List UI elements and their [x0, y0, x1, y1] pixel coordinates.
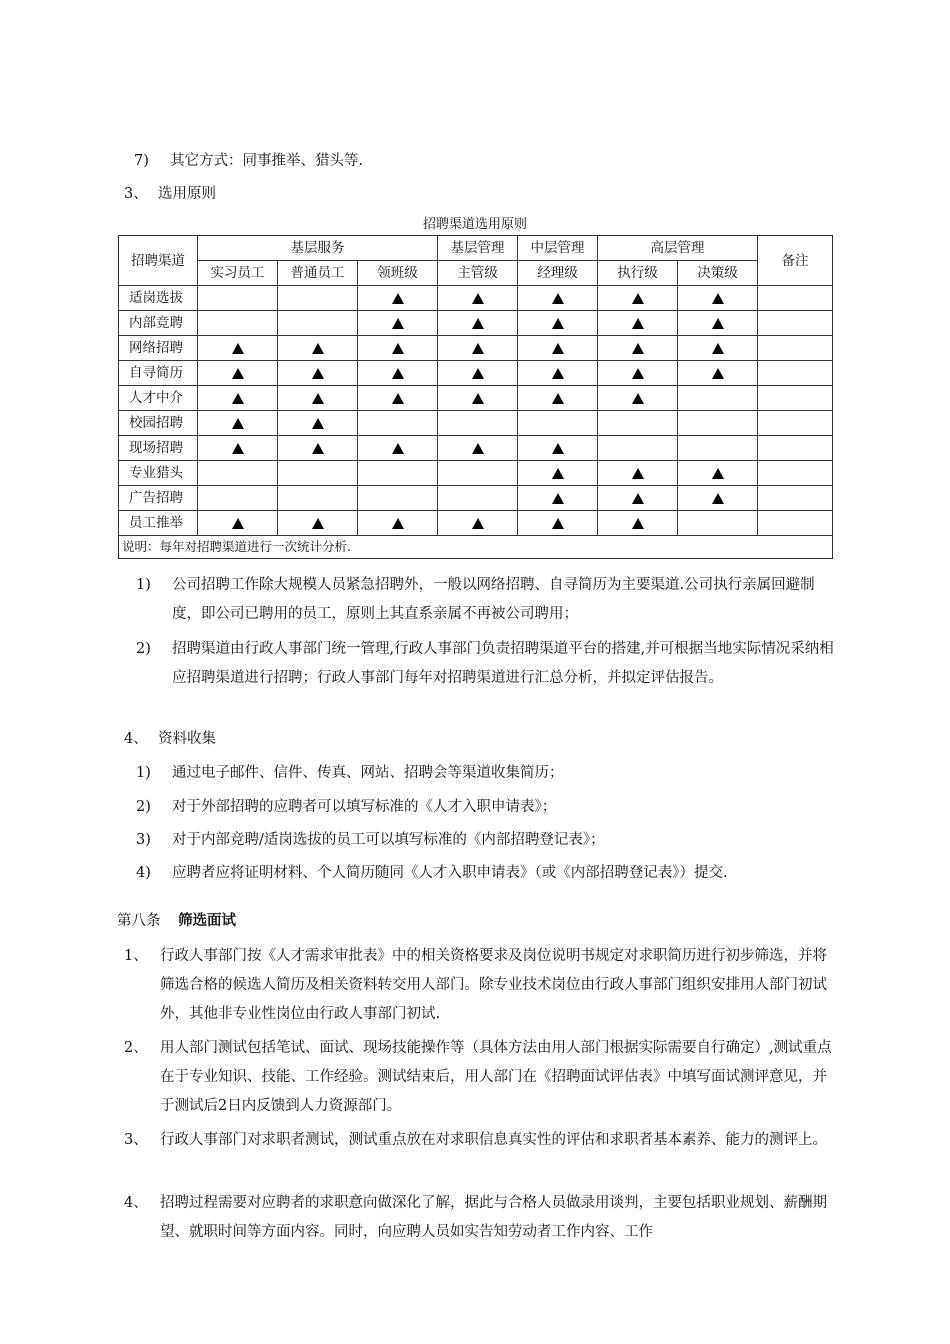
mark-cell — [678, 436, 758, 461]
triangle-mark-icon — [552, 518, 564, 529]
note-cell — [758, 461, 833, 486]
mark-cell — [358, 436, 438, 461]
table-footnote: 说明：每年对招聘渠道进行一次统计分析. — [119, 536, 833, 559]
triangle-mark-icon — [392, 293, 404, 304]
mark-cell — [198, 461, 278, 486]
mark-cell — [278, 286, 358, 311]
item-text: 公司招聘工作除大规模人员紧急招聘外，一般以网络招聘、自寻简历为主要渠道.公司执行亲属回避制度，即公司已聘用的员工，原则上其直系亲属不再被公司聘用； — [172, 577, 815, 622]
mark-cell — [438, 461, 518, 486]
triangle-mark-icon — [552, 318, 564, 329]
triangle-mark-icon — [712, 493, 724, 504]
mark-cell — [358, 336, 438, 361]
section-title: 资料收集 — [158, 731, 216, 747]
level-header: 领班级 — [358, 261, 438, 286]
triangle-mark-icon — [232, 343, 244, 354]
item-number: 4、 — [124, 1195, 148, 1211]
mark-cell — [598, 286, 678, 311]
mark-cell — [278, 336, 358, 361]
triangle-mark-icon — [392, 318, 404, 329]
item-number: 3) — [136, 832, 151, 848]
section-number: 3、 — [124, 186, 148, 202]
mark-cell — [518, 411, 598, 436]
mark-cell — [518, 436, 598, 461]
mark-cell — [518, 486, 598, 511]
triangle-mark-icon — [392, 518, 404, 529]
mark-cell — [678, 336, 758, 361]
triangle-mark-icon — [712, 468, 724, 479]
mark-cell — [678, 361, 758, 386]
triangle-mark-icon — [472, 343, 484, 354]
mark-cell — [518, 461, 598, 486]
triangle-mark-icon — [312, 343, 324, 354]
mark-cell — [678, 486, 758, 511]
triangle-mark-icon — [552, 443, 564, 454]
mark-cell — [678, 386, 758, 411]
header-channel: 招聘渠道 — [119, 236, 198, 286]
table-row — [119, 436, 833, 461]
triangle-mark-icon — [392, 393, 404, 404]
triangle-mark-icon — [472, 393, 484, 404]
triangle-mark-icon — [232, 393, 244, 404]
row-label: 网络招聘 — [119, 336, 198, 361]
mark-cell — [438, 436, 518, 461]
item-number: 7) — [134, 153, 149, 169]
item-number: 1) — [136, 765, 151, 781]
mark-cell — [438, 286, 518, 311]
row-label: 人才中介 — [119, 386, 198, 411]
row-label: 现场招聘 — [119, 436, 198, 461]
mark-cell — [518, 386, 598, 411]
item-text: 其它方式：同事推举、猎头等. — [170, 153, 364, 169]
mark-cell — [278, 436, 358, 461]
mark-cell — [198, 386, 278, 411]
item-text: 招聘过程需要对应聘者的求职意向做深化了解，据此与合格人员做录用谈判，主要包括职业规划、薪酬期望、就职时间等方面内容。同时，向应聘人员如实告知劳动者工作内容、工作 — [160, 1195, 827, 1240]
triangle-mark-icon — [472, 318, 484, 329]
mark-cell — [198, 411, 278, 436]
note-cell — [758, 386, 833, 411]
mark-cell — [438, 511, 518, 536]
triangle-mark-icon — [312, 368, 324, 379]
mark-cell — [358, 511, 438, 536]
triangle-mark-icon — [552, 293, 564, 304]
article-label: 第八条 — [117, 913, 161, 929]
item-text: 行政人事部门按《人才需求审批表》中的相关资格要求及岗位说明书规定对求职简历进行初步筛选，并将筛选合格的候选人简历及相关资料转交用人部门。除专业技术岗位由行政人事部门组织安排用人部门初试外，其他非专业性岗位由行政人事部门初试. — [160, 948, 827, 1022]
triangle-mark-icon — [312, 518, 324, 529]
mark-cell — [678, 411, 758, 436]
mark-cell — [358, 286, 438, 311]
mark-cell — [198, 511, 278, 536]
item-text: 招聘渠道由行政人事部门统一管理,行政人事部门负责招聘渠道平台的搭建,并可根据当地实际情况采纳相应招聘渠道进行招聘；行政人事部门每年对招聘渠道进行汇总分析，并拟定评估报告。 — [172, 641, 834, 686]
mark-cell — [278, 511, 358, 536]
mark-cell — [278, 386, 358, 411]
item-number: 1) — [136, 577, 151, 593]
mark-cell — [518, 311, 598, 336]
item-number: 4) — [136, 865, 151, 881]
mark-cell — [598, 436, 678, 461]
triangle-mark-icon — [552, 493, 564, 504]
mark-cell — [358, 486, 438, 511]
mark-cell — [198, 361, 278, 386]
triangle-mark-icon — [312, 443, 324, 454]
mark-cell — [518, 286, 598, 311]
table-row — [119, 461, 833, 486]
level-header: 实习员工 — [198, 261, 278, 286]
triangle-mark-icon — [232, 418, 244, 429]
section-title: 选用原则 — [158, 186, 216, 202]
mark-cell — [678, 461, 758, 486]
mark-cell — [198, 436, 278, 461]
mark-cell — [198, 286, 278, 311]
row-label: 自寻简历 — [119, 361, 198, 386]
mark-cell — [518, 511, 598, 536]
mark-cell — [598, 511, 678, 536]
mark-cell — [358, 311, 438, 336]
item-number: 3、 — [124, 1132, 148, 1148]
triangle-mark-icon — [312, 393, 324, 404]
mark-cell — [438, 336, 518, 361]
mark-cell — [598, 461, 678, 486]
note-cell — [758, 486, 833, 511]
triangle-mark-icon — [712, 318, 724, 329]
triangle-mark-icon — [552, 393, 564, 404]
triangle-mark-icon — [392, 368, 404, 379]
mark-cell — [198, 336, 278, 361]
triangle-mark-icon — [232, 443, 244, 454]
mark-cell — [278, 411, 358, 436]
mark-cell — [518, 361, 598, 386]
table-row — [119, 511, 833, 536]
table-row — [119, 386, 833, 411]
triangle-mark-icon — [232, 368, 244, 379]
triangle-mark-icon — [552, 368, 564, 379]
item-text: 行政人事部门对求职者测试，测试重点放在对求职信息真实性的评估和求职者基本素养、能力的测评上。 — [160, 1132, 827, 1148]
item-number: 2) — [136, 799, 151, 815]
triangle-mark-icon — [472, 368, 484, 379]
level-header: 执行级 — [598, 261, 678, 286]
mark-cell — [598, 411, 678, 436]
table-caption: 招聘渠道选用原则 — [422, 217, 527, 232]
triangle-mark-icon — [712, 368, 724, 379]
mark-cell — [278, 361, 358, 386]
triangle-mark-icon — [552, 468, 564, 479]
triangle-mark-icon — [632, 493, 644, 504]
triangle-mark-icon — [392, 343, 404, 354]
triangle-mark-icon — [712, 293, 724, 304]
group-header: 基层管理 — [438, 236, 518, 261]
mark-cell — [198, 311, 278, 336]
note-cell — [758, 411, 833, 436]
triangle-mark-icon — [312, 418, 324, 429]
item-text: 应聘者应将证明材料、个人简历随同《人才入职申请表》（或《内部招聘登记表》）提交. — [172, 865, 728, 881]
row-label: 员工推举 — [119, 511, 198, 536]
section-number: 4、 — [124, 731, 148, 747]
group-header: 中层管理 — [518, 236, 598, 261]
row-label: 专业猎头 — [119, 461, 198, 486]
mark-cell — [678, 511, 758, 536]
note-cell — [758, 511, 833, 536]
row-label: 广告招聘 — [119, 486, 198, 511]
mark-cell — [518, 336, 598, 361]
table-row — [119, 361, 833, 386]
mark-cell — [278, 461, 358, 486]
item-text: 对于外部招聘的应聘者可以填写标准的《人才入职申请表》； — [172, 799, 557, 815]
triangle-mark-icon — [632, 318, 644, 329]
mark-cell — [598, 361, 678, 386]
mark-cell — [598, 486, 678, 511]
triangle-mark-icon — [472, 518, 484, 529]
note-cell — [758, 286, 833, 311]
triangle-mark-icon — [632, 343, 644, 354]
mark-cell — [678, 311, 758, 336]
triangle-mark-icon — [632, 468, 644, 479]
triangle-mark-icon — [472, 293, 484, 304]
group-header: 高层管理 — [598, 236, 758, 261]
table-row — [119, 486, 833, 511]
item-text: 用人部门测试包括笔试、面试、现场技能操作等（具体方法由用人部门根据实际需要自行确定）,测试重点在于专业知识、技能、工作经验。测试结束后，用人部门在《招聘面试评估表》中填写面试测评意见，并于测试后2日内反馈到人力资源部门。 — [160, 1040, 832, 1114]
mark-cell — [358, 361, 438, 386]
group-header: 基层服务 — [198, 236, 438, 261]
mark-cell — [598, 311, 678, 336]
mark-cell — [198, 486, 278, 511]
mark-cell — [358, 411, 438, 436]
triangle-mark-icon — [232, 518, 244, 529]
mark-cell — [598, 336, 678, 361]
table-row — [119, 336, 833, 361]
level-header: 经理级 — [518, 261, 598, 286]
mark-cell — [438, 486, 518, 511]
row-label: 校园招聘 — [119, 411, 198, 436]
item-number: 1、 — [124, 948, 148, 964]
article-title: 筛选面试 — [178, 912, 236, 929]
channel-table — [118, 235, 833, 559]
row-label: 适岗选拔 — [119, 286, 198, 311]
mark-cell — [678, 286, 758, 311]
table-row — [119, 311, 833, 336]
table-footnote-row — [119, 536, 833, 559]
item-text: 通过电子邮件、信件、传真、网站、招聘会等渠道收集简历； — [172, 765, 564, 781]
item-text: 对于内部竞聘/适岗选拔的员工可以填写标准的《内部招聘登记表》； — [172, 832, 605, 848]
mark-cell — [278, 311, 358, 336]
table-row — [119, 286, 833, 311]
level-header: 主管级 — [438, 261, 518, 286]
mark-cell — [438, 386, 518, 411]
note-cell — [758, 361, 833, 386]
triangle-mark-icon — [552, 343, 564, 354]
mark-cell — [358, 461, 438, 486]
triangle-mark-icon — [472, 443, 484, 454]
table-row — [119, 411, 833, 436]
note-cell — [758, 336, 833, 361]
triangle-mark-icon — [632, 368, 644, 379]
mark-cell — [598, 386, 678, 411]
mark-cell — [438, 311, 518, 336]
triangle-mark-icon — [392, 443, 404, 454]
note-cell — [758, 311, 833, 336]
item-number: 2) — [136, 641, 151, 657]
triangle-mark-icon — [632, 393, 644, 404]
triangle-mark-icon — [632, 518, 644, 529]
note-cell — [758, 436, 833, 461]
item-number: 2、 — [124, 1040, 148, 1056]
triangle-mark-icon — [632, 293, 644, 304]
row-label: 内部竞聘 — [119, 311, 198, 336]
header-note: 备注 — [758, 236, 833, 286]
mark-cell — [358, 386, 438, 411]
level-header: 普通员工 — [278, 261, 358, 286]
level-header: 决策级 — [678, 261, 758, 286]
mark-cell — [278, 486, 358, 511]
mark-cell — [438, 361, 518, 386]
triangle-mark-icon — [712, 343, 724, 354]
mark-cell — [438, 411, 518, 436]
